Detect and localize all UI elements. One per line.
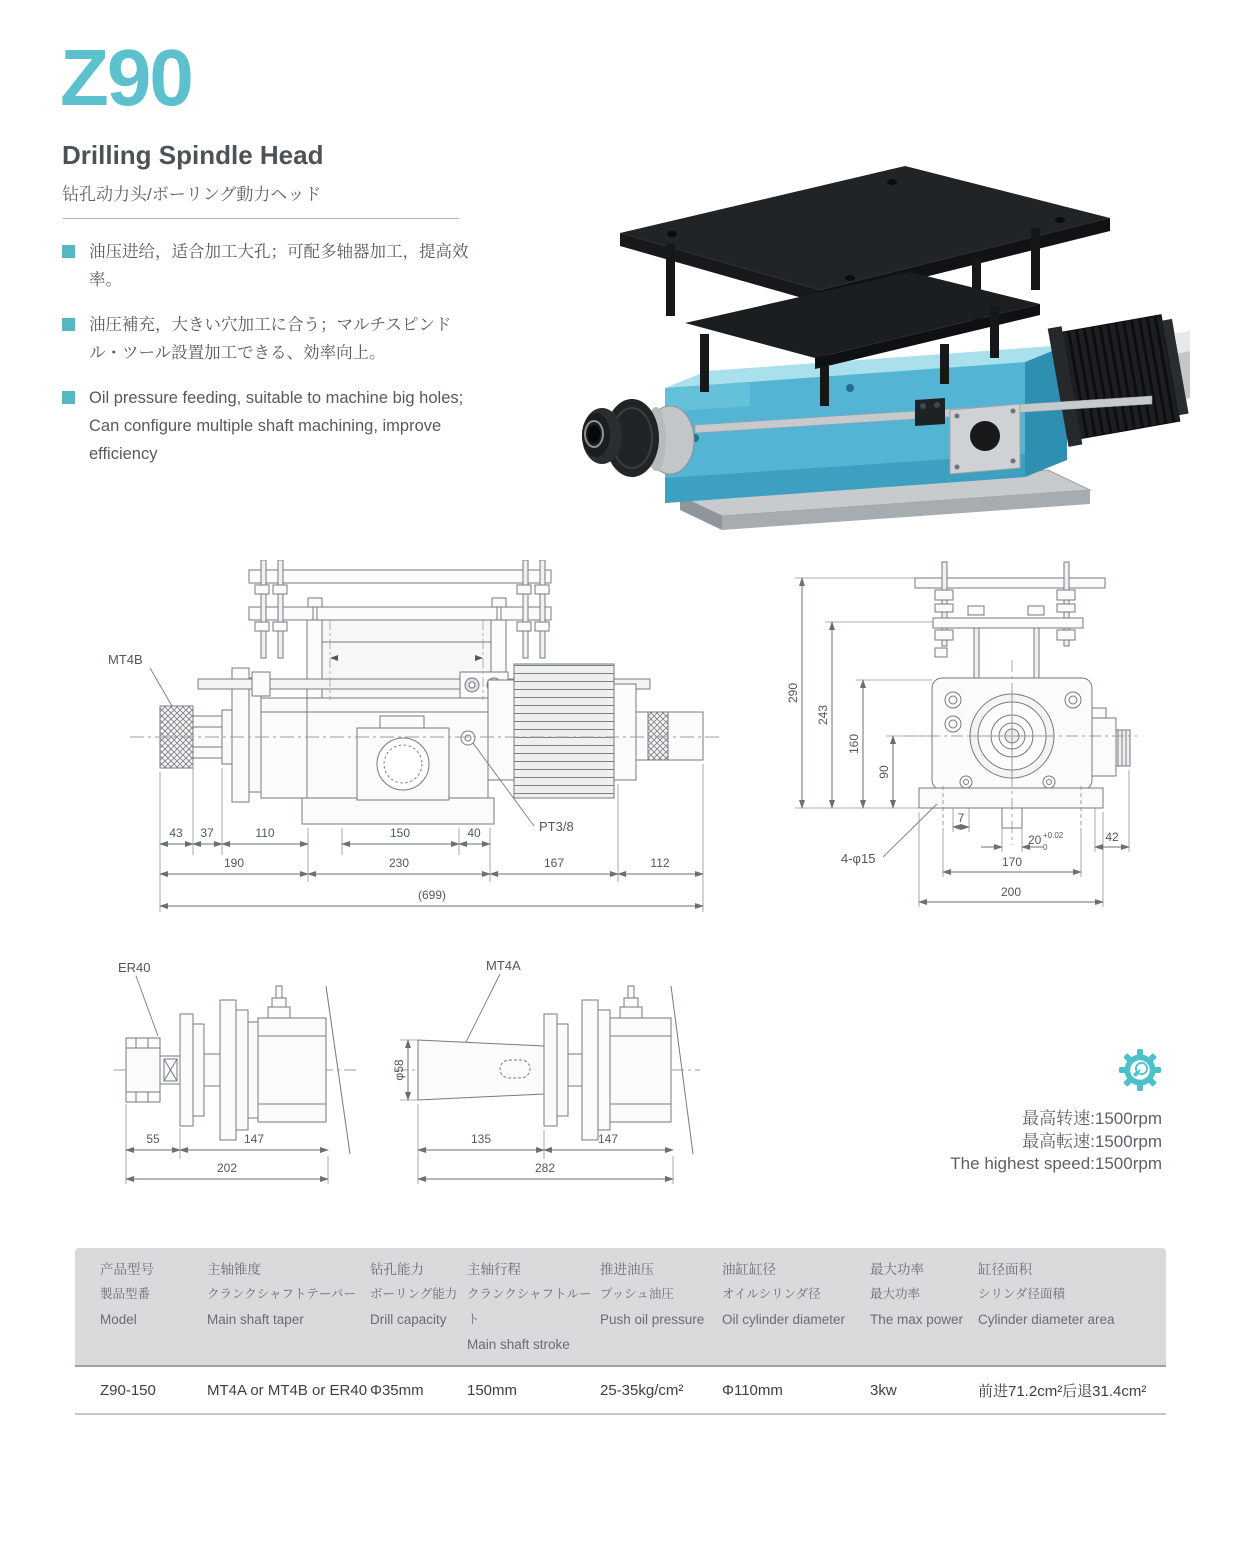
gear-speed-icon (1118, 1048, 1162, 1092)
dim-20-tol-bottom: 0 (1043, 843, 1048, 852)
feature-item-ja (62, 311, 470, 367)
dim-90: 90 (877, 765, 891, 779)
col-drill-capacity: 钻孔能力 ボーリング能力 Drill capacity (370, 1262, 458, 1327)
drawing-end-view (785, 560, 1185, 925)
drawing-mt4a-view (388, 952, 708, 1197)
product-photo (520, 138, 1190, 533)
dim-150: 150 (389, 826, 411, 840)
dim-42: 42 (1105, 830, 1119, 844)
dim-190: 190 (223, 856, 245, 870)
col-model: 产品型号 製品型番 Model (100, 1262, 154, 1327)
max-speed-en: The highest speed:1500rpm (950, 1154, 1162, 1173)
product-title-cjk: 钻孔动力头/ボーリング動力ヘッド (62, 185, 322, 204)
feature-item-en (62, 384, 470, 468)
cell-drill-capacity: Φ35mm (370, 1381, 424, 1399)
col-oil-pressure: 推进油压 プッシュ油圧 Push oil pressure (600, 1262, 705, 1327)
dim-20: 20 (1028, 833, 1042, 847)
dim-20-tol-top: +0.02 (1043, 831, 1064, 840)
feature-list (62, 238, 470, 485)
feature-item-zh (62, 238, 470, 294)
mt4a-label: MT4A (486, 958, 521, 973)
cell-cylinder-diameter: Φ110mm (722, 1381, 783, 1399)
col-cylinder-diameter: 油缸缸径 オイルシリンダ径 Oil cylinder diameter (722, 1262, 846, 1327)
col-cylinder-area: 缸径面积 シリンダ径面積 Cylinder diameter area (978, 1262, 1115, 1327)
holes-label: 4-φ15 (841, 851, 876, 866)
dim-37: 37 (200, 826, 214, 840)
er40-label: ER40 (118, 960, 151, 975)
dim-135: 135 (470, 1132, 492, 1146)
dim-147b: 147 (597, 1132, 619, 1146)
dim-55: 55 (146, 1132, 160, 1146)
dim-43: 43 (169, 826, 183, 840)
dim-dia58: φ58 (392, 1059, 406, 1081)
header-divider (63, 218, 459, 219)
drawing-er40-view (108, 952, 368, 1197)
cell-cylinder-area: 前进71.2cm²后退31.4cm² (978, 1382, 1147, 1400)
cell-shaft-taper: MT4A or MT4B or ER40 (207, 1381, 368, 1399)
feature-text-en: Oil pressure feeding, suitable to machine big holes; Can configure multiple shaft machining, improve efficiency (89, 389, 464, 463)
feature-text-zh: 油压进给，适合加工大孔；可配多轴器加工，提高效率。 (89, 243, 469, 289)
cell-max-power: 3kw (870, 1381, 897, 1399)
spec-table-header (75, 1248, 1166, 1367)
drawing-side-view (102, 560, 747, 925)
dim-110: 110 (255, 826, 275, 840)
bullet-square-icon (62, 245, 75, 258)
spec-table (75, 1248, 1166, 1415)
cell-shaft-stroke: 150mm (467, 1381, 518, 1399)
side-port-label: PT3/8 (539, 819, 574, 834)
dim-282: 282 (534, 1161, 556, 1175)
bullet-square-icon (62, 391, 75, 404)
dim-40: 40 (467, 826, 481, 840)
spec-table-row (75, 1367, 1166, 1415)
max-speed-ja: 最高転速:1500rpm (1022, 1131, 1162, 1151)
dim-243: 243 (816, 704, 830, 726)
dim-230: 230 (388, 856, 410, 870)
product-model-title: Z90 (60, 33, 192, 122)
side-taper-label: MT4B (108, 652, 143, 667)
dim-699: (699) (417, 888, 447, 902)
col-shaft-taper: 主轴锥度 クランクシャフトテーパー Main shaft taper (207, 1262, 356, 1327)
cell-model: Z90-150 (100, 1381, 156, 1399)
col-max-power: 最大功率 最大功率 The max power (870, 1262, 964, 1327)
feature-text-ja: 油圧補充，大きい穴加工に合う；マルチスピンドル・ツール設置加工できる、効率向上。 (89, 316, 452, 362)
dim-160: 160 (847, 733, 861, 755)
product-title-en: Drilling Spindle Head (62, 140, 324, 170)
max-speed-note (950, 1108, 1162, 1176)
dim-7: 7 (957, 811, 965, 825)
col-shaft-stroke: 主轴行程 クランクシャフトルート Main shaft stroke (467, 1262, 592, 1352)
dim-147a: 147 (243, 1132, 265, 1146)
dim-112: 112 (650, 856, 670, 870)
dim-170: 170 (1001, 855, 1023, 869)
cell-oil-pressure: 25-35kg/cm² (600, 1381, 684, 1399)
dim-290: 290 (786, 682, 800, 704)
max-speed-zh: 最高转速:1500rpm (1022, 1109, 1162, 1128)
dim-200: 200 (1000, 885, 1022, 899)
dim-167: 167 (543, 856, 565, 870)
dim-202: 202 (216, 1161, 238, 1175)
bullet-square-icon (62, 318, 75, 331)
